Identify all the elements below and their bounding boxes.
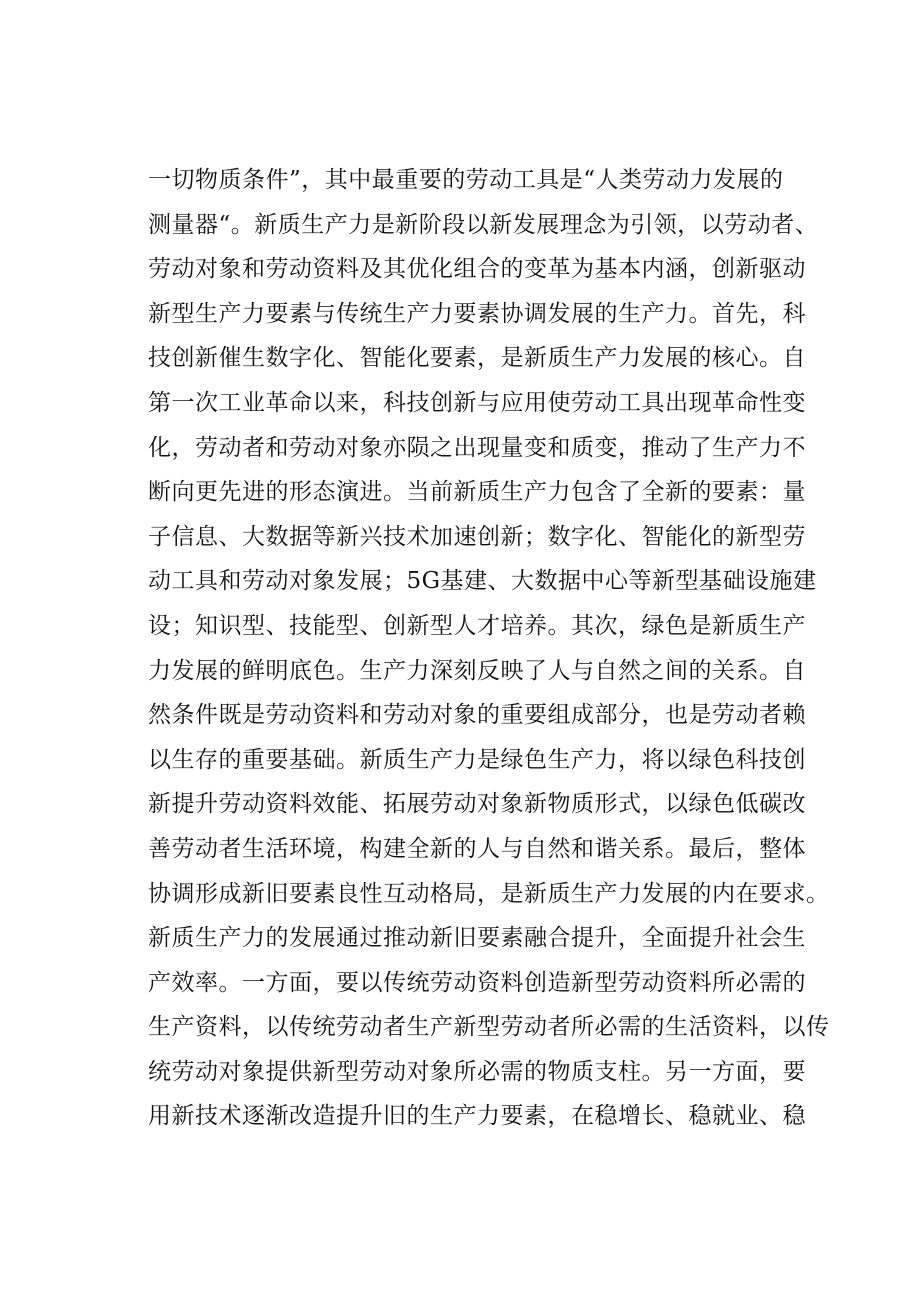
text-line-14: 以生存的重要基础。新质生产力是绿色生产力，将以绿色科技创 bbox=[148, 746, 806, 773]
text-line-11: 设；知识型、技能型、创新型人才培养。其次，绿色是新质生产 bbox=[148, 612, 806, 639]
text-line-10: 动工具和劳动对象发展；5G基建、大数据中心等新型基础设施建 bbox=[148, 568, 817, 595]
text-line-19: 产效率。一方面，要以传统劳动资料创造新型劳动资料所必需的 bbox=[148, 969, 806, 996]
text-line-7: 化，劳动者和劳动对象亦陨之出现量变和质变，推动了生产力不 bbox=[148, 434, 806, 461]
text-line-2: 测量器“。新质生产力是新阶段以新发展理念为引领，以劳动者、 bbox=[148, 211, 819, 238]
text-line-18: 新质生产力的发展通过推动新旧要素融合提升，全面提升社会生 bbox=[148, 925, 806, 952]
text-line-13: 然条件既是劳动资料和劳动对象的重要组成部分，也是劳动者赖 bbox=[148, 702, 806, 729]
text-line-20: 生产资料，以传统劳动者生产新型劳动者所必需的生活资料，以传 bbox=[148, 1014, 830, 1041]
text-line-22: 用新技术逐渐改造提升旧的生产力要素，在稳增长、稳就业、稳 bbox=[148, 1103, 806, 1130]
text-line-17: 协调形成新旧要素良性互动格局，是新质生产力发展的内在要求。 bbox=[148, 880, 830, 907]
body-paragraph bbox=[148, 158, 828, 1139]
text-line-5: 技创新催生数字化、智能化要素，是新质生产力发展的核心。自 bbox=[148, 345, 806, 372]
text-line-16: 善劳动者生活环境，构建全新的人与自然和谐关系。最后，整体 bbox=[148, 835, 806, 862]
text-line-4: 新型生产力要素与传统生产力要素协调发展的生产力。首先，科 bbox=[148, 300, 806, 327]
text-line-1: 一切物质条件”，其中最重要的劳动工具是“人类劳动力发展的 bbox=[148, 167, 784, 193]
text-line-21: 统劳动对象提供新型劳动对象所必需的物质支柱。另一方面，要 bbox=[148, 1058, 806, 1085]
text-line-3: 劳动对象和劳动资料及其优化组合的变革为基本内涵，创新驱动 bbox=[148, 256, 806, 283]
text-line-15: 新提升劳动资料效能、拓展劳动对象新物质形式，以绿色低碳改 bbox=[148, 791, 806, 818]
text-line-8: 断向更先进的形态演进。当前新质生产力包含了全新的要素：量 bbox=[148, 479, 806, 506]
text-line-12: 力发展的鲜明底色。生产力深刻反映了人与自然之间的关系。自 bbox=[148, 657, 806, 684]
text-line-6: 第一次工业革命以来，科技创新与应用使劳动工具出现革命性变 bbox=[148, 389, 806, 416]
text-line-9: 子信息、大数据等新兴技术加速创新；数字化、智能化的新型劳 bbox=[148, 523, 806, 550]
